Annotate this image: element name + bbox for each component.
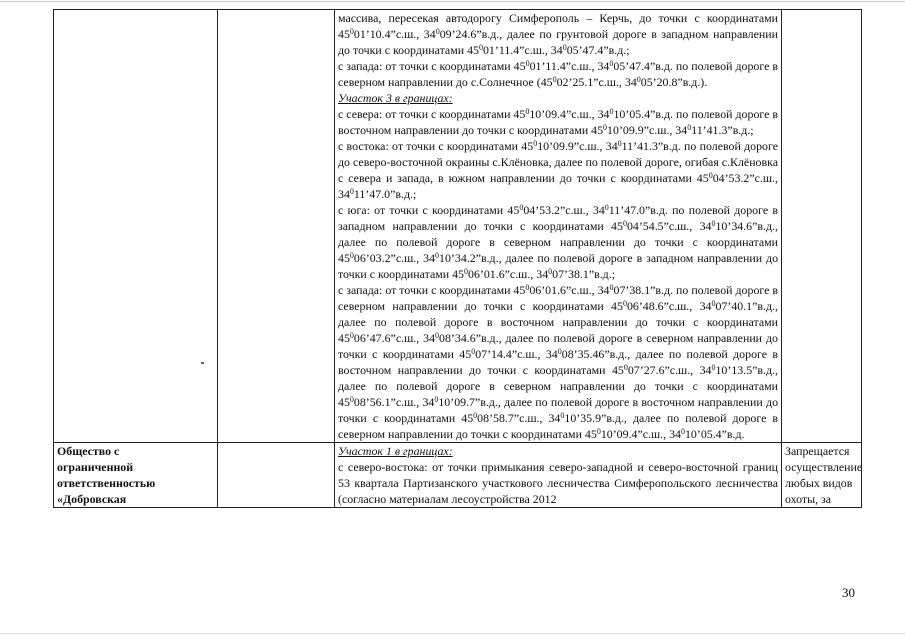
boundary-paragraph: с востока: от точки с координатами $45^010’09.9”с.ш$., $34^011’41.3”в.д$. по полевой дороге до северо-восточной окраины с.Клёновка, далее по полевой дороге, огибая с.Клёновка с севера и запада, в южном направлении до точки с координатами $45^004’53.2”с.ш$., $34^011’47.0”в.д$.; [338, 139, 779, 201]
boundary-paragraph: с запада: от точки с координатами $45^001’11.4”с.ш$., $34^005’47.4”в.д$. по полевой дороге в северном направлении до с.Солнечное ($45^002’25.1”с.ш$., $34^005’20.8”в.д$.). [338, 59, 778, 89]
restriction-line: любых видов [785, 476, 853, 490]
restrictions-cell [782, 10, 862, 443]
org-name-cell [54, 10, 218, 443]
empty-cell [218, 10, 335, 443]
plot-heading: Участок 3 в границах: [338, 91, 453, 105]
org-name-line: «Добровская [57, 492, 127, 506]
boundary-paragraph: с севера: от точки с координатами $45^010’09.4”с.ш$., $34^010’05.4”в.д$. по полевой дороге в восточном направлении до точки с координатами $45^010’09.9”с.ш$., $34^011’41.3”в.д$.; [338, 107, 778, 137]
scan-edge-bottom [0, 633, 905, 634]
table-row-continuation [54, 10, 862, 443]
restriction-line: охоты, за [785, 492, 832, 506]
boundary-paragraph: с юга: от точки с координатами $45^004’53.2”с.ш$., $34^011’47.0”в.д$. по полевой дороге в западном направлении до точки с координатами $45^004’54.5”с.ш$., $34^010’34.6”в.д$., далее по полевой дороге в северном направлении до точки с координатами $45^006’03.2”с.ш$., $34^010’34.2”в.д$., далее по полевой дороге в западном направлении до точки с координатами $45^006’01.6”с.ш$., $34^007’38.1”в.д$.; [338, 203, 779, 281]
restrictions-cell [782, 443, 862, 508]
boundary-paragraph: с запада: от точки с координатами $45^006’01.6”с.ш$., $34^007’38.1”в.д$. по полевой дороге в северном направлении до точки с координатами $45^006’48.6”с.ш$., $34^007’40.1”в.д$., далее по полевой дороге в восточном направлении до точки с координатами $45^006’47.6”с.ш$., $34^008’34.6”в.д$., далее по полевой дороге в северном направлении до точки с координатами $45^007’14.4”с.ш$., $34^008’35.46”в.д$., далее по полевой дороге в восточном направлении до точки с координатами $45^007’27.6”с.ш$., $34^010’13.5”в.д$., далее по полевой дороге в северном направлении до точки с координатами $45^008’56.1”с.ш$., $34^010’09.7”в.д$., далее по полевой дороге в восточном направлении до точки с координатами $45^008’58.7”с.ш$., $34^010’35.9”в.д$., далее по полевой дороге в северном направлении до точки с координатами $45^010’09.4”с.ш$., $34^010’05.4”в.д$. [338, 283, 779, 441]
table-row-organization [54, 443, 862, 508]
restriction-line: Запрещается [785, 444, 850, 458]
boundaries-cell [335, 10, 782, 443]
hunting-grounds-table [53, 9, 862, 508]
org-name-cell [54, 443, 218, 508]
scan-edge-top [0, 1, 905, 2]
org-name-line: ответственностью [57, 476, 156, 490]
restriction-line: осуществление [785, 460, 863, 474]
empty-cell [218, 443, 335, 508]
boundaries-cell [335, 443, 782, 508]
boundary-paragraph: с северо-востока: от точки примыкания северо-западной и северо-восточной границ 53 квартала Партизанского участкового лесничества Симферопольского лесничества (согласно материалам лесоустройства 2012 [338, 460, 778, 506]
org-name-line: ограниченной [57, 460, 134, 474]
boundary-paragraph: массива, пересекая автодорогу Симферополь – Керчь, до точки с координатами $45^001’10.4”с.ш$., $34^009’24.6”в.д$., далее по грунтовой дороге в западном направлении до точки с координатами $45^001’11.4”с.ш$., $34^005’47.4”в.д$.; [338, 11, 778, 57]
plot-heading: Участок 1 в границах: [338, 444, 453, 458]
page-number: 30 [842, 585, 855, 600]
org-name-line: Общество с [57, 444, 120, 458]
